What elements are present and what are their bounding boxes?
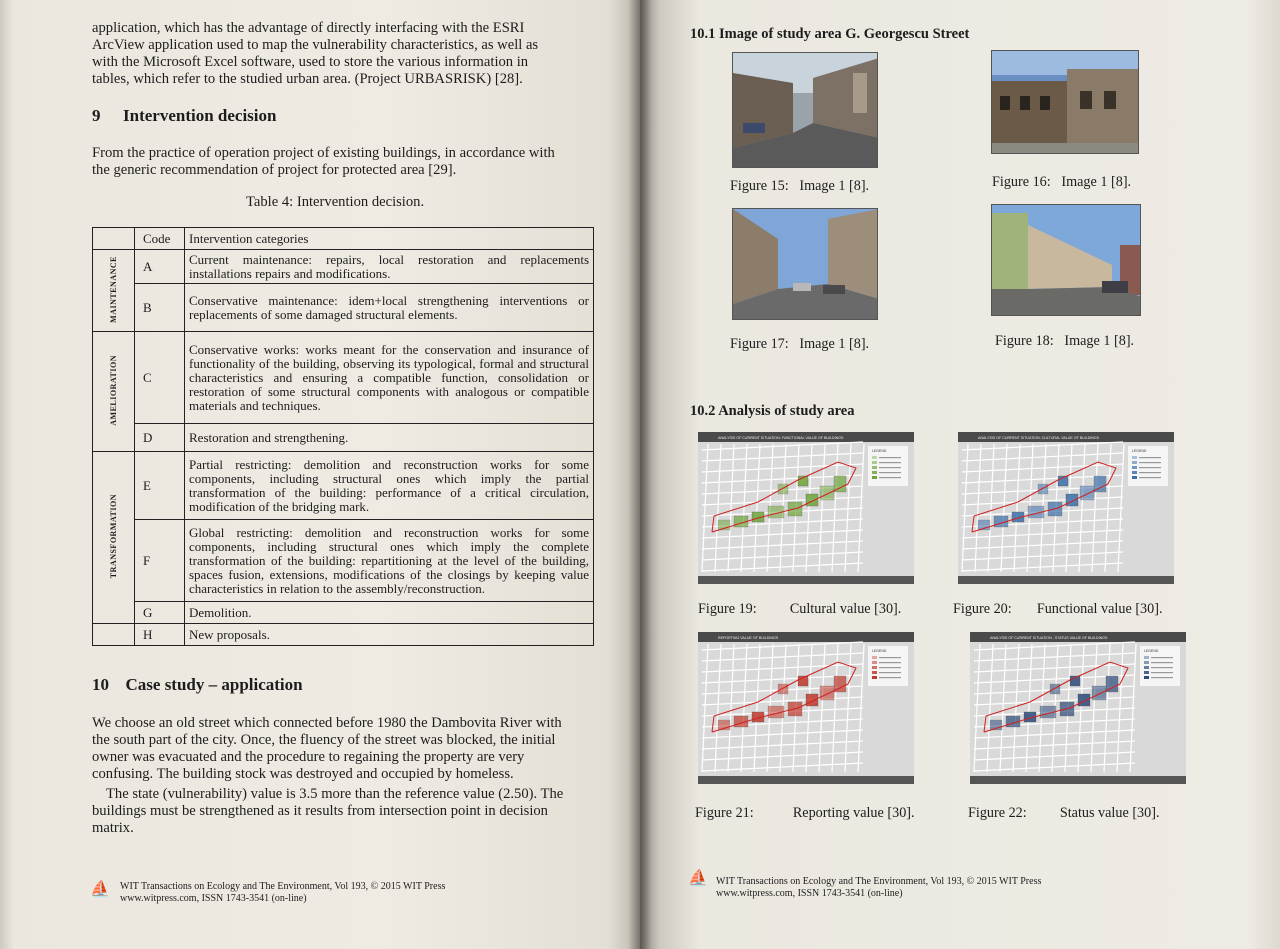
table-row [93, 424, 594, 452]
text-line: the generic recommendation of project for protected area [29]. [92, 162, 457, 178]
text-line: matrix. [92, 820, 134, 836]
row-code: F [135, 520, 185, 602]
figure-label: Figure 22: [968, 805, 1027, 821]
map-header-text: ANALYSIS OF CURRENT SITUATION - STATUS VALUE OF BUILDINGS [990, 636, 1108, 640]
text-line: owner was evacuated and the procedure to regaining the property are very [92, 749, 525, 765]
intro-paragraph [92, 20, 594, 88]
figure-text: Functional value [30]. [1036, 601, 1163, 617]
header-categories: Intervention categories [185, 228, 594, 250]
figure-16-caption [992, 174, 1131, 191]
right-page [640, 0, 1280, 949]
group-label: TRANSFORMATION [108, 493, 118, 579]
figure-label: Figure 15: [730, 178, 789, 194]
legend-text-line [879, 667, 901, 668]
building-block [778, 484, 788, 494]
table-row [93, 602, 594, 624]
figure-text: Image 1 [8]. [1061, 174, 1132, 190]
subsection-10-1-heading: 10.1 Image of study area G. Georgescu Street [690, 26, 970, 42]
map-bottom-bar [958, 576, 1174, 584]
row-code: A [135, 250, 185, 284]
figure-15-caption [730, 178, 869, 195]
legend-text-line [1151, 657, 1173, 658]
footer-line: WIT Transactions on Ecology and The Environment, Vol 193, © 2015 WIT Press [716, 876, 1042, 887]
legend-text-line [1139, 472, 1161, 473]
figure-20-caption [953, 601, 1163, 618]
map-header-text: ANALYSIS OF CURRENT SITUATION: FUNCTIONAL VALUE OF BUILDINGS [718, 436, 844, 440]
map-graphic [958, 432, 1174, 584]
building-block [820, 486, 834, 500]
row-code: D [135, 424, 185, 452]
text-line: application, which has the advantage of directly interfacing with the ESRI [92, 20, 525, 36]
map-bottom-bar [698, 576, 914, 584]
text-line: From the practice of operation project of existing buildings, in accordance with [92, 145, 555, 161]
header-blank [93, 228, 135, 250]
row-description: New proposals. [185, 624, 594, 646]
legend-swatch [872, 656, 877, 659]
right-footer [716, 876, 1041, 900]
legend-swatch [1144, 671, 1149, 674]
group-maintenance [93, 250, 135, 332]
legend-swatch [872, 666, 877, 669]
section-9-heading [92, 106, 276, 126]
legend-text-line [879, 477, 901, 478]
table-header-row [93, 228, 594, 250]
legend-swatch [1132, 466, 1137, 469]
map-bottom-bar [698, 776, 914, 784]
wit-ship-logo-icon: ⛵ [688, 870, 708, 887]
legend-swatch [1144, 656, 1149, 659]
figure-text: Image 1 [8]. [799, 178, 870, 194]
row-code: B [135, 284, 185, 332]
legend-text-line [879, 672, 901, 673]
group-transformation [93, 452, 135, 624]
text-line: buildings must be strengthened as it results from intersection point in decision [92, 803, 548, 819]
building-block [1080, 486, 1094, 500]
legend-swatch [872, 676, 877, 679]
section-title: Intervention decision [123, 106, 277, 125]
book-gutter [628, 0, 652, 949]
figure-18-caption [995, 333, 1134, 350]
text-line: ArcView application used to map the vulnerability characteristics, as well as [92, 37, 539, 53]
legend-title: LEGEND [1144, 649, 1159, 653]
map-graphic [970, 632, 1186, 784]
legend-swatch [872, 466, 877, 469]
figure-label: Figure 20: [953, 601, 1012, 617]
map-graphic [698, 632, 914, 784]
figure-22-caption [968, 805, 1160, 822]
map-figure-22 [970, 632, 1186, 784]
legend-swatch [872, 671, 877, 674]
row-code: C [135, 332, 185, 424]
footer-line: www.witpress.com, ISSN 1743-3541 (on-line) [120, 893, 307, 904]
wit-ship-logo-icon: ⛵ [90, 881, 110, 898]
building-block [1050, 684, 1060, 694]
subsection-10-2-heading: 10.2 Analysis of study area [690, 403, 855, 419]
text-line: the south part of the city. Once, the fluency of the street was blocked, the initial [92, 732, 556, 748]
map-figure-20 [958, 432, 1174, 584]
table-caption: Table 4: Intervention decision. [246, 194, 425, 210]
section-9-paragraph [92, 145, 594, 179]
legend-swatch [872, 476, 877, 479]
figure-label: Figure 19: [698, 601, 757, 617]
group-label: AMELIORATION [108, 354, 118, 426]
figure-label: Figure 16: [992, 174, 1051, 190]
legend-text-line [1139, 467, 1161, 468]
map-header-text: REPORTING VALUE OF BUILDINGS [718, 636, 779, 640]
section-number: 9 [92, 106, 101, 125]
figure-label: Figure 17: [730, 336, 789, 352]
legend-text-line [879, 457, 901, 458]
legend-text-line [879, 657, 901, 658]
figure-text: Image 1 [8]. [1064, 333, 1135, 349]
section-10-heading [92, 675, 303, 695]
row-description: Global restricting: demolition and reconstruction works for some components, including structural ones which imply the complete transformation of the building: repartitioning at the level of the building, spaces fusion, extensions, modifications of the closings by keeping value characteristics in relation to the assembly/reconstruction. [185, 520, 594, 602]
text-line: with the Microsoft Excel software, used to store the various information in [92, 54, 529, 70]
section-number: 10 [92, 675, 109, 694]
legend-title: LEGEND [872, 649, 887, 653]
building-block [806, 694, 818, 706]
row-description: Demolition. [185, 602, 594, 624]
group-amelioration [93, 332, 135, 452]
figure-19-caption [698, 601, 901, 618]
map-figure-19 [698, 432, 914, 584]
legend-text-line [1151, 662, 1173, 663]
street-photo-18 [991, 204, 1141, 316]
building-block [1038, 484, 1048, 494]
legend-swatch [872, 471, 877, 474]
figure-label: Figure 21: [695, 805, 754, 821]
left-footer [120, 881, 445, 905]
building-block [820, 686, 834, 700]
legend-swatch [1132, 471, 1137, 474]
legend-swatch [1144, 676, 1149, 679]
legend-swatch [872, 661, 877, 664]
intervention-table [92, 227, 594, 646]
legend-text-line [1139, 462, 1161, 463]
table-row [93, 284, 594, 332]
text-line: We choose an old street which connected before 1980 the Dambovita River with [92, 715, 562, 731]
legend-text-line [1139, 477, 1161, 478]
legend-title: LEGEND [1132, 449, 1147, 453]
building-block [1066, 494, 1078, 506]
legend-text-line [1151, 677, 1173, 678]
row-description: Conservative maintenance: idem+local strengthening interventions or replacements of some damaged structural elements. [185, 284, 594, 332]
building-block [1092, 686, 1106, 700]
building-block [806, 494, 818, 506]
group-blank [93, 624, 135, 646]
table-row [93, 452, 594, 520]
street-photo-15 [732, 52, 878, 168]
legend-text-line [879, 467, 901, 468]
text-line: confusing. The building stock was destroyed and occupied by homeless. [92, 766, 514, 782]
map-figure-21 [698, 632, 914, 784]
legend-text-line [1151, 667, 1173, 668]
legend-swatch [872, 456, 877, 459]
row-description: Current maintenance: repairs, local restoration and replacements installations repairs and modifications. [185, 250, 594, 284]
row-description: Restoration and strengthening. [185, 424, 594, 452]
legend-text-line [879, 677, 901, 678]
footer-line: WIT Transactions on Ecology and The Environment, Vol 193, © 2015 WIT Press [120, 881, 446, 892]
map-graphic [698, 432, 914, 584]
figure-17-caption [730, 336, 869, 353]
text-line: tables, which refer to the studied urban area. (Project URBASRISK) [28]. [92, 71, 523, 87]
map-bottom-bar [970, 776, 1186, 784]
legend-swatch [872, 461, 877, 464]
legend-swatch [1132, 476, 1137, 479]
legend-swatch [1132, 461, 1137, 464]
table-row [93, 624, 594, 646]
legend-swatch [1144, 666, 1149, 669]
row-description: Conservative works: works meant for the conservation and insurance of functionality of the building, observing its typological, formal and structural characteristics and ensuring a compatible function, consolidation or restoration of some structural components with analogous or compatible materials and techniques. [185, 332, 594, 424]
legend-text-line [879, 662, 901, 663]
legend-text-line [879, 472, 901, 473]
building-block [1078, 694, 1090, 706]
street-photo-17 [732, 208, 878, 320]
table-row [93, 332, 594, 424]
section-10-paragraph-1 [92, 715, 594, 783]
legend-text-line [1151, 672, 1173, 673]
figure-text: Image 1 [8]. [799, 336, 870, 352]
figure-text: Reporting value [30]. [792, 805, 915, 821]
row-description: Partial restricting: demolition and reconstruction works for some components, including structural ones which imply the partial transformation of the building: performance of a critical circulation, modification of the bridging mark. [185, 452, 594, 520]
building-block [778, 684, 788, 694]
table-row [93, 520, 594, 602]
map-header-text: ANALYSIS OF CURRENT SITUATION: CULTURAL VALUE OF BUILDINGS [978, 436, 1100, 440]
table-row [93, 250, 594, 284]
legend-text-line [1139, 457, 1161, 458]
legend-text-line [879, 462, 901, 463]
text-line: The state (vulnerability) value is 3.5 more than the reference value (2.50). The [106, 786, 564, 802]
section-title: Case study – application [125, 675, 303, 694]
footer-line: www.witpress.com, ISSN 1743-3541 (on-line) [716, 888, 903, 899]
legend-title: LEGEND [872, 449, 887, 453]
row-code: H [135, 624, 185, 646]
group-label: MAINTENANCE [108, 255, 118, 323]
figure-21-caption [695, 805, 915, 822]
legend-swatch [1144, 661, 1149, 664]
figure-text: Status value [30]. [1059, 805, 1160, 821]
row-code: E [135, 452, 185, 520]
legend-swatch [1132, 456, 1137, 459]
street-photo-16 [991, 50, 1139, 154]
figure-text: Cultural value [30]. [789, 601, 902, 617]
row-code: G [135, 602, 185, 624]
figure-label: Figure 18: [995, 333, 1054, 349]
section-10-paragraph-2 [92, 786, 594, 837]
header-code: Code [135, 228, 185, 250]
